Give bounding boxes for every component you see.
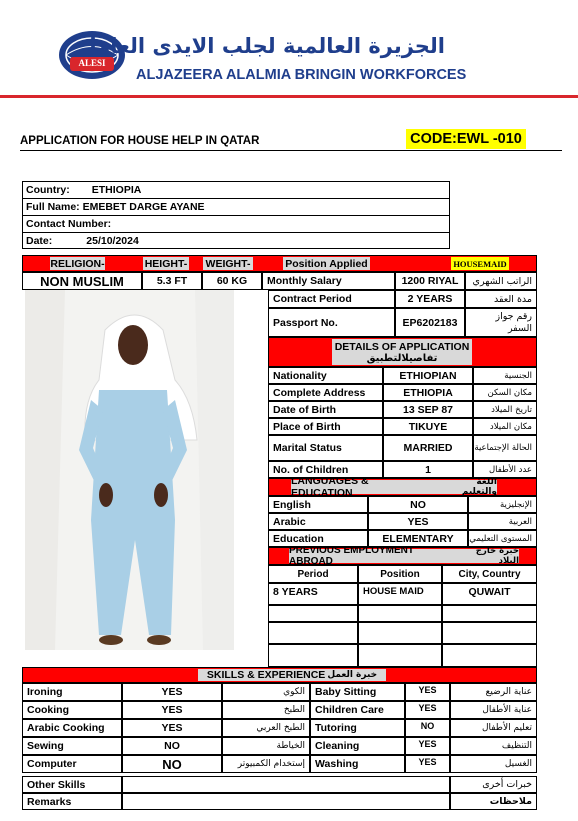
company-arabic-name: الجزيرة العالمية لجلب الايدى العامل [78, 34, 445, 58]
detail-value: MARRIED [383, 435, 473, 461]
salary-arabic: الراتب الشهري [465, 272, 537, 290]
contract-label: Contract Period [268, 290, 395, 308]
skill-arabic: الطبخ العربي [222, 719, 310, 737]
employment-column-header: Position [358, 565, 442, 583]
employment-cell [358, 605, 442, 622]
skill-value: NO [122, 737, 222, 755]
skill-value: YES [405, 755, 450, 773]
skill-label: Cleaning [310, 737, 405, 755]
form-code: CODE:EWL -010 [406, 129, 526, 149]
detail-label: No. of Children [268, 461, 383, 478]
employment-cell [358, 644, 442, 667]
skill-label: Sewing [22, 737, 122, 755]
detail-value: TIKUYE [383, 418, 473, 435]
form-title: APPLICATION FOR HOUSE HELP IN QATAR [20, 135, 260, 147]
info-box [22, 181, 450, 249]
details-heading-box [332, 339, 472, 365]
skill-arabic: إستخدام الكمبيوتر [222, 755, 310, 773]
remarks-value [122, 793, 450, 810]
country-row [23, 182, 449, 199]
skills-heading-text: SKILLS & EXPERIENCE [206, 669, 326, 681]
detail-value: ETHIOPIA [383, 384, 473, 401]
language-arabic: الإنجليزية [468, 496, 537, 513]
skill-arabic: الخياطة [222, 737, 310, 755]
language-label: Education [268, 530, 368, 547]
passport-value: EP6202183 [395, 308, 465, 337]
detail-value: 13 SEP 87 [383, 401, 473, 418]
employment-cell [268, 622, 358, 644]
detail-arabic: مكان السكن [473, 384, 537, 401]
employment-heading-box [289, 545, 519, 567]
country-value: ETHIOPIA [91, 184, 142, 196]
detail-label: Date of Birth [268, 401, 383, 418]
skill-label: Computer [22, 755, 122, 773]
employment-cell [268, 605, 358, 622]
remarks-label: Remarks [22, 793, 122, 810]
skill-arabic: تعليم الأطفال [450, 719, 537, 737]
logo-text: ALESI [78, 58, 106, 68]
detail-arabic: عدد الأطفال [473, 461, 537, 478]
date-value: 25/10/2024 [86, 235, 139, 247]
fullname-row: Full Name: EMEBET DARGE AYANE [23, 199, 449, 216]
skill-value: NO [405, 719, 450, 737]
skill-arabic: الكوي [222, 683, 310, 701]
height-value: 5.3 FT [142, 272, 202, 290]
position-applied-value: HOUSEMAID [451, 257, 509, 270]
other-skills-value [122, 776, 450, 793]
languages-heading-box [291, 475, 497, 499]
weight-label: WEIGHT- [203, 257, 253, 270]
employment-column-header: Period [268, 565, 358, 583]
passport-label: Passport No. [268, 308, 395, 337]
skill-label: Baby Sitting [310, 683, 405, 701]
employment-column-header: City, Country [442, 565, 537, 583]
detail-value: 1 [383, 461, 473, 478]
employment-cell: 8 YEARS [268, 583, 358, 605]
language-label: Arabic [268, 513, 368, 530]
detail-arabic: الحالة الإجتماعية [473, 435, 537, 461]
detail-arabic: الجنسية [473, 367, 537, 384]
passport-arabic: رقم جواز السفر [465, 308, 537, 337]
skill-value: YES [405, 737, 450, 755]
employment-heading [268, 547, 537, 565]
skill-arabic: التنظيف [450, 737, 537, 755]
employment-cell: HOUSE MAID [358, 583, 442, 605]
employment-heading-arabic: خبرة خارج البلاد [475, 546, 519, 566]
language-value: YES [368, 513, 468, 530]
skill-label: Washing [310, 755, 405, 773]
country-label: Country: [26, 184, 70, 196]
remarks-arabic: ملاحظات [450, 793, 537, 810]
employment-cell [442, 605, 537, 622]
employment-cell [442, 622, 537, 644]
header-rule [0, 95, 578, 98]
skill-label: Ironing [22, 683, 122, 701]
detail-arabic: تاريخ الميلاد [473, 401, 537, 418]
skills-heading [22, 667, 537, 683]
contract-arabic: مدة العقد [465, 290, 537, 308]
skill-arabic: عناية الرضيع [450, 683, 537, 701]
skills-heading-box [198, 669, 386, 681]
weight-value: 60 KG [202, 272, 262, 290]
position-applied-label: Position Applied [283, 257, 370, 270]
language-arabic: العربية [468, 513, 537, 530]
language-value: ELEMENTARY [368, 530, 468, 547]
skill-value: YES [122, 701, 222, 719]
detail-label: Place of Birth [268, 418, 383, 435]
detail-label: Marital Status [268, 435, 383, 461]
height-label: HEIGHT- [144, 257, 188, 270]
languages-heading [268, 475, 537, 499]
skill-arabic: الطبخ [222, 701, 310, 719]
skill-label: Tutoring [310, 719, 405, 737]
details-heading-arabic: تفاصيلالتطبيق [366, 352, 438, 364]
skill-arabic: الغسيل [450, 755, 537, 773]
detail-label: Complete Address [268, 384, 383, 401]
contract-value: 2 YEARS [395, 290, 465, 308]
language-value: NO [368, 496, 468, 513]
skill-value: YES [122, 683, 222, 701]
religion-label: RELIGION- [50, 257, 105, 270]
details-heading [268, 337, 537, 367]
language-label: English [268, 496, 368, 513]
language-arabic: المستوى التعليمي [468, 530, 537, 547]
skill-arabic: عناية الأطفال [450, 701, 537, 719]
date-label: Date: [26, 235, 53, 247]
details-heading-text: DETAILS OF APPLICATION [334, 340, 470, 353]
skill-value: YES [405, 701, 450, 719]
detail-arabic: مكان الميلاد [473, 418, 537, 435]
religion-value: NON MUSLIM [22, 272, 142, 290]
employment-cell [268, 644, 358, 667]
skill-label: Cooking [22, 701, 122, 719]
detail-label: Nationality [268, 367, 383, 384]
skill-value: YES [405, 683, 450, 701]
other-skills-arabic: خبرات أخرى [450, 776, 537, 793]
employment-cell [442, 644, 537, 667]
detail-value: ETHIOPIAN [383, 367, 473, 384]
skills-heading-arabic: خبرة العمل [327, 670, 378, 680]
other-skills-label: Other Skills [22, 776, 122, 793]
skill-value: YES [122, 719, 222, 737]
languages-heading-text: LANGUAGES & EDUCATION [291, 475, 369, 499]
contact-row: Contact Number: [23, 216, 449, 233]
salary-label: Monthly Salary [262, 272, 395, 290]
skill-value: NO [122, 755, 222, 773]
employment-cell: QUWAIT [442, 583, 537, 605]
skill-label: Arabic Cooking [22, 719, 122, 737]
salary-value: 1200 RIYAL [395, 272, 465, 290]
date-row [23, 233, 449, 249]
employment-heading-text: PREVIOUS EMPLOYMENT ABROAD [289, 545, 415, 567]
company-english-name: ALJAZEERA ALALMIA BRINGIN WORKFORCES [136, 67, 467, 83]
languages-heading-arabic: اللغة والتعليم [461, 477, 497, 497]
skill-label: Children Care [310, 701, 405, 719]
applicant-photo [25, 290, 234, 650]
title-rule [20, 150, 562, 151]
employment-cell [358, 622, 442, 644]
